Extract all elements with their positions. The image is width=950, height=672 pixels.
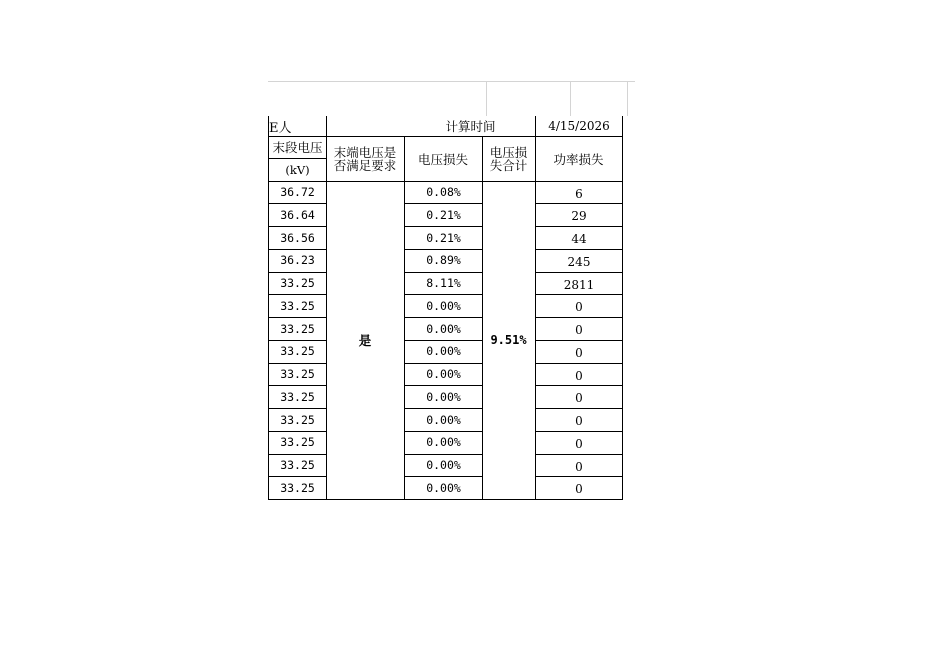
cell-end-voltage[interactable]: 33.25 (268, 340, 327, 363)
header-voltage-loss: 电压损失 (404, 136, 483, 182)
cell-power-loss[interactable]: 0 (535, 409, 623, 432)
cell-end-voltage[interactable]: 33.25 (268, 431, 327, 454)
cell-end-voltage[interactable]: 33.25 (268, 272, 327, 295)
cell-end-voltage[interactable]: 33.25 (268, 454, 327, 477)
cell-voltage-loss[interactable]: 0.00% (404, 454, 483, 477)
cell-end-voltage[interactable]: 33.25 (268, 386, 327, 409)
cell-voltage-loss[interactable]: 0.00% (404, 386, 483, 409)
cell-voltage-loss[interactable]: 0.00% (404, 363, 483, 386)
cell-power-loss[interactable]: 2811 (535, 272, 623, 295)
cell-power-loss[interactable]: 0 (535, 363, 623, 386)
cell-end-voltage[interactable]: 36.56 (268, 227, 327, 250)
cell-voltage-loss[interactable]: 0.00% (404, 409, 483, 432)
cell-voltage-loss[interactable]: 0.00% (404, 477, 483, 500)
cell-power-loss[interactable]: 245 (535, 249, 623, 272)
cell-end-voltage[interactable]: 33.25 (268, 318, 327, 341)
cell-end-voltage[interactable]: 33.25 (268, 477, 327, 500)
cell-power-loss[interactable]: 44 (535, 227, 623, 250)
cell-voltage-loss[interactable]: 0.08% (404, 181, 483, 204)
gridline (627, 81, 628, 116)
cell-end-voltage[interactable]: 36.72 (268, 181, 327, 204)
responsible-person-label: E人 (268, 116, 327, 137)
cell-power-loss[interactable]: 0 (535, 340, 623, 363)
voltage-loss-total-merged[interactable]: 9.51% (482, 181, 536, 500)
cell-voltage-loss[interactable]: 0.00% (404, 295, 483, 318)
voltage-satisfied-merged[interactable]: 是 (326, 181, 405, 500)
cell-voltage-loss[interactable]: 0.21% (404, 227, 483, 250)
cell-power-loss[interactable]: 0 (535, 318, 623, 341)
cell-power-loss[interactable]: 0 (535, 477, 623, 500)
cell-voltage-loss[interactable]: 0.00% (404, 318, 483, 341)
cell-power-loss[interactable]: 0 (535, 454, 623, 477)
header-voltage-loss-total: 电压损失合计 (482, 136, 536, 182)
cell-end-voltage[interactable]: 33.25 (268, 295, 327, 318)
cell-voltage-loss[interactable]: 0.00% (404, 431, 483, 454)
gridline (486, 81, 487, 116)
cell-end-voltage[interactable]: 33.25 (268, 363, 327, 386)
cell-voltage-loss[interactable]: 0.00% (404, 340, 483, 363)
gridline (268, 81, 635, 82)
calc-time-label: 计算时间 (405, 116, 536, 137)
cell-end-voltage[interactable]: 36.64 (268, 204, 327, 227)
cell-power-loss[interactable]: 0 (535, 295, 623, 318)
cell-power-loss[interactable]: 29 (535, 204, 623, 227)
cell-voltage-loss[interactable]: 8.11% (404, 272, 483, 295)
cell-voltage-loss[interactable]: 0.21% (404, 204, 483, 227)
header-power-loss: 功率损失 (535, 136, 623, 182)
header-end-voltage-unit: (kV) (268, 158, 327, 182)
gridline (570, 81, 571, 116)
cell-voltage-loss[interactable]: 0.89% (404, 249, 483, 272)
cell-power-loss[interactable]: 0 (535, 431, 623, 454)
cell-power-loss[interactable]: 6 (535, 181, 623, 204)
cell-end-voltage[interactable]: 36.23 (268, 249, 327, 272)
cell-power-loss[interactable]: 0 (535, 386, 623, 409)
header-voltage-satisfied: 末端电压是否满足要求 (326, 136, 405, 182)
blank-cell (327, 116, 405, 137)
cell-end-voltage[interactable]: 33.25 (268, 409, 327, 432)
calc-time-value[interactable]: 4/15/2026 (535, 116, 623, 137)
header-end-voltage: 末段电压 (268, 136, 327, 159)
